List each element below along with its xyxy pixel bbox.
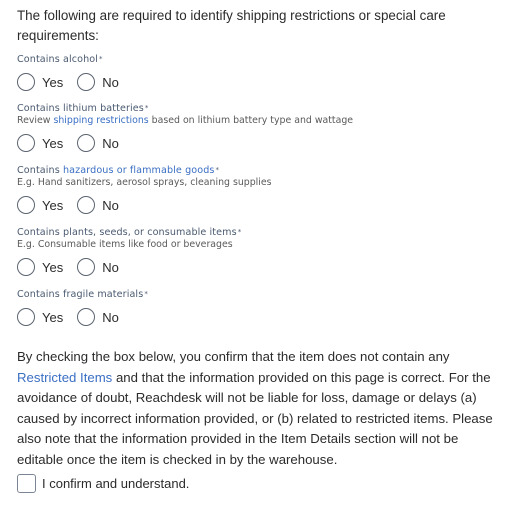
radio-no[interactable] (77, 308, 95, 326)
question-lithium-batteries (17, 103, 497, 155)
radio-option-yes[interactable] (17, 258, 63, 276)
disclaimer-text: By checking the box below, you confirm that the item does not contain any Restricted Items and that the information provided on this page is correct. For the avoidance of doubt, Reachdesk will not be liable for loss, damage or delays (a) caused by incorrect information provided, or (b) related to restricted items. Please also note that the information provided in the Item Details section will not be editable once the item is checked in by the warehouse. (17, 349, 493, 467)
radio-option-yes[interactable] (17, 73, 63, 91)
question-plants-consumables (17, 227, 497, 279)
restricted-items-link[interactable]: Restricted Items (17, 369, 113, 385)
radio-yes[interactable] (17, 73, 35, 91)
radio-label-no: No (102, 309, 119, 325)
question-alcohol (17, 54, 497, 94)
radio-label-yes: Yes (42, 74, 64, 90)
radio-option-no[interactable] (77, 308, 119, 326)
question-hint: Review shipping restrictions based on lithium battery type and wattage (17, 115, 354, 126)
radio-label-yes: Yes (42, 309, 64, 325)
radio-option-yes[interactable] (17, 196, 63, 214)
question-label: Contains hazardous or flammable goods* (17, 165, 220, 176)
radio-option-yes[interactable] (17, 134, 63, 152)
required-asterisk: * (144, 104, 149, 112)
confirm-checkbox-row[interactable] (17, 474, 189, 493)
question-label: Contains fragile materials* (17, 289, 148, 300)
required-asterisk: * (215, 166, 220, 174)
radio-yes[interactable] (17, 308, 35, 326)
question-hint: E.g. Consumable items like food or beverages (17, 239, 233, 250)
question-label: Contains plants, seeds, or consumable items* (17, 227, 242, 238)
question-fragile-materials (17, 289, 497, 329)
question-hazardous-goods (17, 165, 497, 217)
radio-group-hazardous (17, 193, 497, 217)
radio-label-yes: Yes (42, 135, 64, 151)
radio-group-plants (17, 255, 497, 279)
radio-label-no: No (102, 197, 119, 213)
required-asterisk: * (99, 55, 103, 63)
radio-group-fragile (17, 305, 497, 329)
radio-option-no[interactable] (77, 258, 119, 276)
radio-label-no: No (102, 74, 119, 90)
radio-option-no[interactable] (77, 196, 119, 214)
radio-no[interactable] (77, 196, 95, 214)
radio-option-no[interactable] (77, 73, 119, 91)
question-hint: E.g. Hand sanitizers, aerosol sprays, cleaning supplies (17, 177, 272, 188)
radio-label-no: No (102, 135, 119, 151)
intro-text: The following are required to identify shipping restrictions or special care requirements: (17, 8, 446, 43)
radio-label-yes: Yes (42, 259, 64, 275)
hazardous-goods-link[interactable]: hazardous or flammable goods (62, 165, 215, 176)
question-label: Contains lithium batteries* (17, 103, 149, 114)
required-asterisk: * (144, 290, 148, 298)
radio-option-no[interactable] (77, 134, 119, 152)
radio-group-lithium (17, 131, 497, 155)
confirm-label: I confirm and understand. (42, 476, 190, 491)
radio-no[interactable] (77, 73, 95, 91)
radio-option-yes[interactable] (17, 308, 63, 326)
radio-yes[interactable] (17, 258, 35, 276)
radio-yes[interactable] (17, 134, 35, 152)
shipping-restrictions-link[interactable]: shipping restrictions (53, 115, 149, 126)
radio-no[interactable] (77, 134, 95, 152)
required-asterisk: * (237, 228, 242, 236)
confirm-checkbox[interactable] (17, 474, 36, 493)
radio-label-no: No (102, 259, 119, 275)
radio-group-alcohol (17, 70, 497, 94)
radio-label-yes: Yes (42, 197, 64, 213)
question-label: Contains alcohol* (17, 54, 103, 65)
radio-no[interactable] (77, 258, 95, 276)
radio-yes[interactable] (17, 196, 35, 214)
